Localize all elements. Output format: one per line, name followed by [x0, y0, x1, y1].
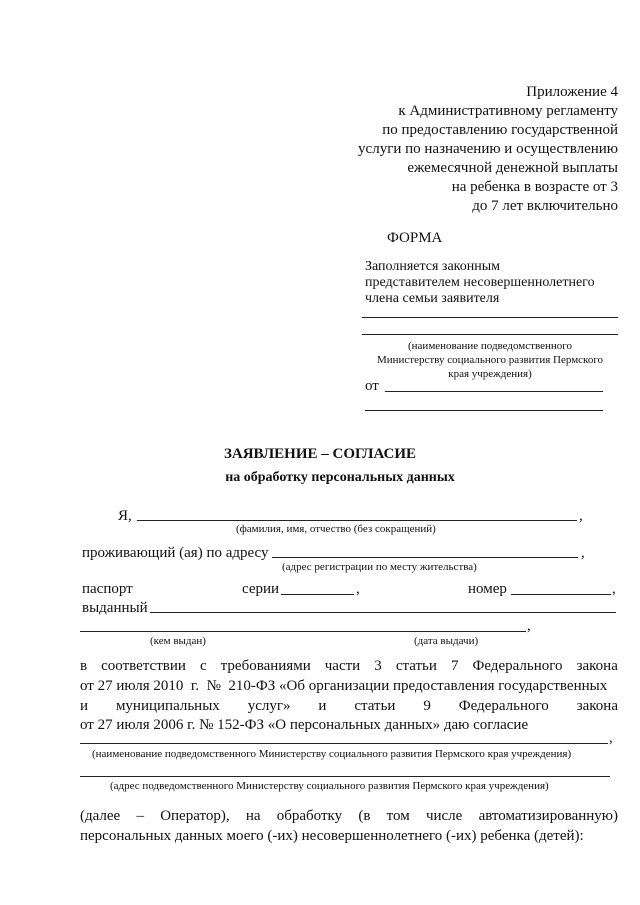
body-word: статьи: [395, 658, 437, 674]
issued-input-line-2[interactable]: [80, 631, 526, 632]
body-word: (в: [358, 808, 371, 824]
address-input-line[interactable]: [272, 557, 578, 558]
appendix-line: Приложение 4: [526, 84, 618, 100]
issued-input-line[interactable]: [150, 612, 616, 613]
comma: ,: [356, 581, 360, 597]
body-line-3: [80, 698, 618, 715]
comma: ,: [609, 730, 613, 746]
recipient-line-2[interactable]: [362, 334, 618, 335]
recipient-line-1[interactable]: [362, 317, 618, 318]
body-line-4: от 27 июля 2006 г. № 152-ФЗ «О персональных данных» даю согласие: [80, 717, 529, 733]
body-word: 3: [374, 658, 382, 674]
institution-input-line[interactable]: [80, 743, 608, 744]
body-line-1: [80, 658, 618, 675]
recipient-caption: [362, 339, 618, 381]
appendix-line: по предоставлению государственной: [382, 122, 618, 138]
body-word: (далее: [80, 808, 121, 824]
body-word: и: [318, 698, 327, 714]
body-word: –: [136, 808, 144, 824]
series-label: серии: [242, 581, 280, 597]
body-word: услуг»: [247, 698, 291, 714]
issued-label: выданный: [82, 600, 148, 616]
number-label: номер: [468, 581, 507, 597]
body-word: требованиями: [220, 658, 311, 674]
body-word: соответствии: [101, 658, 186, 674]
body-line-5: [80, 808, 618, 825]
document-title: ЗАЯВЛЕНИЕ – СОГЛАСИЕ: [223, 446, 417, 462]
body-word: муниципальных: [115, 698, 220, 714]
institution-caption: (наименование подведомственного Министерству социального развития Пермского края учреждения): [92, 748, 572, 760]
comma: ,: [612, 581, 616, 597]
body-word: части: [324, 658, 361, 674]
body-word: закона: [576, 698, 618, 714]
form-label: ФОРМА: [387, 230, 443, 246]
institution-address-input-line[interactable]: [80, 776, 610, 777]
body-word: закона: [576, 658, 618, 674]
appendix-line: услуги по назначению и осуществлению: [358, 141, 618, 157]
passport-label: паспорт: [82, 581, 133, 597]
body-line-2: от 27 июля 2010 г. № 210-ФЗ «Об организации предоставления государственных: [80, 678, 608, 694]
body-word: 7: [450, 658, 459, 674]
body-word: с: [199, 658, 207, 674]
i-label: Я,: [118, 508, 132, 524]
comma: ,: [581, 545, 585, 561]
body-word: обработку: [276, 808, 343, 824]
appendix-line: ежемесячной денежной выплаты: [407, 160, 618, 176]
body-word: том: [386, 808, 410, 824]
address-label: проживающий (ая) по адресу: [82, 545, 269, 561]
filled-by-note: [365, 259, 595, 307]
address-caption: (адрес регистрации по месту жительства): [282, 561, 477, 573]
body-word: Оператор),: [160, 808, 230, 824]
number-input-line[interactable]: [511, 594, 611, 595]
from-line-1[interactable]: [385, 391, 603, 392]
issue-date-caption: (дата выдачи): [414, 635, 479, 647]
body-word: числе: [425, 808, 463, 824]
document-subtitle: на обработку персональных данных: [225, 470, 455, 485]
body-word: и: [80, 698, 89, 714]
series-input-line[interactable]: [281, 594, 354, 595]
body-line-6: персональных данных моего (-их) несовершеннолетнего (-их) ребенка (детей):: [80, 828, 584, 844]
fio-caption: (фамилия, имя, отчество (без сокращений): [236, 523, 436, 535]
recipient-caption-line: Министерству социального развития Пермского: [376, 354, 604, 366]
appendix-line: к Административному регламенту: [398, 103, 618, 119]
filled-by-line: представителем несовершеннолетнего: [365, 275, 595, 290]
filled-by-line: Заполняется законным: [365, 259, 501, 274]
comma: ,: [527, 618, 531, 634]
body-word: на: [245, 808, 261, 824]
filled-by-line: члена семьи заявителя: [365, 291, 500, 306]
institution-address-caption: (адрес подведомственного Министерству социального развития Пермского края учреждения): [110, 780, 549, 792]
body-word: в: [80, 658, 88, 674]
body-word: Федерального: [458, 698, 549, 714]
recipient-caption-line: края учреждения): [448, 368, 532, 380]
comma: ,: [579, 508, 583, 524]
body-word: автоматизированную): [478, 808, 618, 824]
body-word: Федерального: [472, 658, 563, 674]
from-line-2[interactable]: [365, 410, 603, 411]
fio-input-line[interactable]: [137, 520, 577, 521]
issued-by-caption: (кем выдан): [150, 635, 206, 647]
recipient-caption-line: (наименование подведомственного: [408, 340, 572, 352]
body-word: 9: [423, 698, 431, 714]
appendix-line: до 7 лет включительно: [472, 198, 618, 214]
appendix-line: на ребенка в возрасте от 3: [451, 179, 618, 195]
from-label: от: [365, 378, 379, 394]
body-word: статьи: [354, 698, 396, 714]
appendix-block: [358, 83, 618, 216]
